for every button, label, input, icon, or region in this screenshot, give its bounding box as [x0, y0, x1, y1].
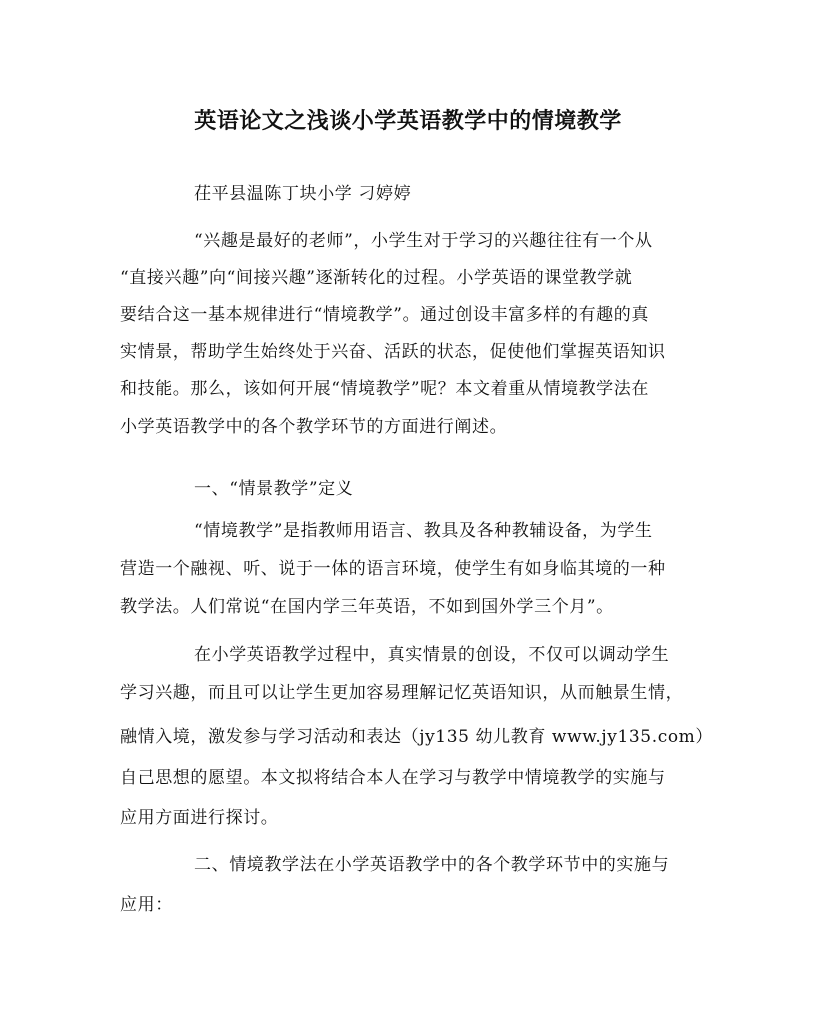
paragraph-line: 教学法。人们常说“在国内学三年英语，不如到国外学三个月”。	[120, 597, 614, 617]
paragraph-line: “情境教学”是指教师用语言、教具及各种教辅设备，为学生	[194, 521, 653, 541]
paragraph-line: “直接兴趣”向“间接兴趣”逐渐转化的过程。小学英语的课堂教学就	[120, 268, 633, 288]
paragraph-line: 实情景，帮助学生始终处于兴奋、活跃的状态，促使他们掌握英语知识	[120, 342, 666, 362]
paragraph-line: 在小学英语教学过程中，真实情景的创设，不仅可以调动学生	[194, 645, 670, 665]
paragraph-line: 应用方面进行探讨。	[120, 808, 279, 828]
paragraph-line: 要结合这一基本规律进行“情境教学”。通过创设丰富多样的有趣的真	[120, 305, 649, 325]
section-heading: 一、“情景教学”定义	[194, 479, 354, 499]
paragraph-line: 学习兴趣，而且可以让学生更加容易理解记忆英语知识，从而触景生情，	[120, 683, 684, 703]
paragraph-line: 小学英语教学中的各个教学环节的方面进行阐述。	[120, 417, 508, 437]
paragraph-line: 应用：	[120, 895, 173, 915]
document-title: 英语论文之浅谈小学英语教学中的情境教学	[194, 108, 622, 134]
paragraph-line: 融情入境，激发参与学习活动和表达（jy135 幼儿教育 www.jy135.com）	[120, 727, 713, 747]
paragraph-line: 和技能。那么，该如何开展“情境教学”呢？本文着重从情境教学法在	[120, 379, 649, 399]
section-heading: 二、情境教学法在小学英语教学中的各个教学环节中的实施与	[194, 855, 670, 875]
author-line: 茌平县温陈丁块小学 刁婷婷	[194, 184, 412, 204]
paragraph-line: 营造一个融视、听、说于一体的语言环境，使学生有如身临其境的一种	[120, 559, 666, 579]
paragraph-line: “兴趣是最好的老师”，小学生对于学习的兴趣往往有一个从	[194, 231, 653, 251]
paragraph-line: 自己思想的愿望。本文拟将结合本人在学习与教学中情境教学的实施与	[120, 768, 666, 788]
